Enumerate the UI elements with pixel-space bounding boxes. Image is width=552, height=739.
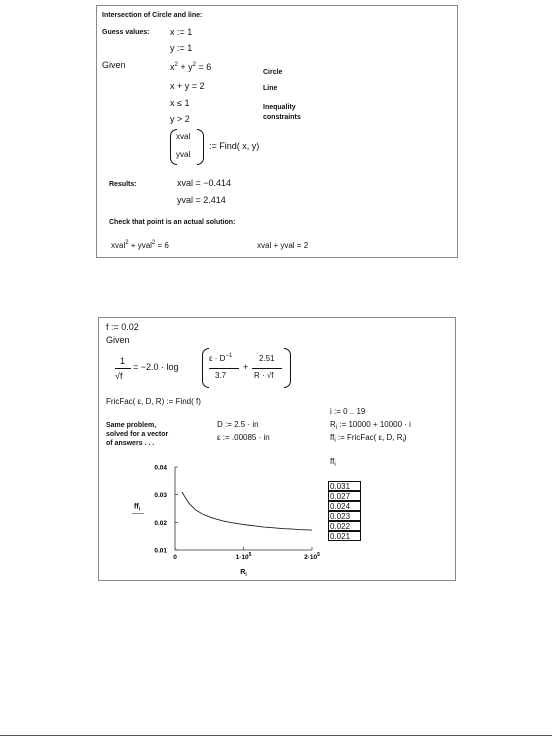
line-label: Line	[263, 85, 278, 92]
y-tick-label: 0.02	[154, 519, 167, 527]
d-assignment[interactable]: D := 2.5 · in	[217, 420, 259, 429]
page-bottom-rule	[0, 735, 552, 736]
f-assignment[interactable]: f := 0.02	[106, 322, 139, 332]
worksheet-title: Intersection of Circle and line:	[102, 12, 203, 19]
r-assignment[interactable]: $R_i$ := 10000 + 10000 · i	[330, 420, 411, 431]
guess-values-label: Guess values:	[102, 29, 150, 36]
vector-right-paren	[197, 129, 204, 165]
eq-den1: 3.7	[215, 371, 227, 380]
line-equation[interactable]: x + y = 2	[170, 81, 205, 91]
y-tick-label: 0.01	[154, 547, 167, 555]
eq-right-paren	[284, 348, 291, 388]
result-xval[interactable]: xval = −0.414	[177, 178, 232, 188]
eq-fraction-bar	[115, 368, 131, 369]
note-line-2: solved for a vector	[106, 431, 169, 438]
guess-x[interactable]: x := 1	[170, 27, 193, 37]
inequality-label-1: Inequality	[263, 104, 296, 111]
friction-factor-chart[interactable]	[120, 462, 320, 580]
ff-assignment[interactable]: $ff_i$ := FricFac( ε, D, $R_i$)	[330, 433, 407, 444]
eq-plus: +	[243, 362, 249, 372]
y-axis-label: $ff_i$	[134, 503, 141, 513]
note-line-1: Same problem,	[106, 422, 157, 429]
table-cell: 0.027	[328, 491, 361, 501]
check-circle-expression[interactable]: xval$^2$ + yval$^2$ = 6	[111, 240, 169, 250]
check-line-expression[interactable]: xval + yval = 2	[257, 241, 309, 250]
guess-y[interactable]: y := 1	[170, 43, 193, 53]
circle-line-worksheet	[96, 5, 458, 258]
x-axis-label: $R_i$	[240, 569, 247, 578]
ff-curve	[182, 492, 312, 530]
i-range[interactable]: i := 0 .. 19	[330, 407, 366, 416]
inequality-y[interactable]: y > 2	[170, 114, 190, 124]
vector-xval: xval	[176, 132, 191, 141]
find-expression[interactable]: := Find( x, y)	[209, 141, 260, 151]
circle-label: Circle	[263, 69, 283, 76]
eq-bar2	[252, 368, 282, 369]
eq-mid: = −2.0 · log	[133, 362, 179, 372]
y-tick-label: 0.04	[154, 464, 167, 472]
table-cell: 0.031	[328, 481, 361, 491]
table-cell: 0.024	[328, 501, 361, 511]
eq-num1: $\varepsilon \cdot D^{-1}$	[209, 353, 233, 363]
results-label: Results:	[109, 181, 137, 188]
eq-sqrt-f: √f	[115, 371, 123, 381]
inequality-label-2: constraints	[263, 114, 301, 121]
eps-assignment[interactable]: ε := .00085 · in	[217, 433, 270, 442]
vector-yval: yval	[176, 150, 191, 159]
circle-equation[interactable]: $x^2 + y^2 = 6$	[170, 62, 212, 72]
y-tick-label: 0.03	[154, 492, 167, 500]
inequality-x[interactable]: x ≤ 1	[170, 98, 190, 108]
table-cell: 0.021	[328, 531, 361, 541]
table-cell: 0.022	[328, 521, 361, 531]
eq-numerator-one: 1	[120, 356, 126, 366]
x-tick-label: $2\cdot 10^5$	[304, 552, 320, 561]
given-label: Given	[102, 60, 126, 70]
check-label: Check that point is an actual solution:	[109, 219, 236, 226]
x-tick-label: 0	[173, 554, 177, 561]
eq-num2: 2.51	[259, 354, 275, 363]
eq-bar1	[209, 368, 239, 369]
chart-axes	[175, 467, 312, 550]
eq-left-paren	[202, 348, 209, 388]
table-cell: 0.023	[328, 511, 361, 521]
fricfac-definition[interactable]: FricFac( ε, D, R) := Find( f)	[106, 397, 201, 406]
eq-den2: R · √f	[254, 371, 274, 380]
table-header: $ff_i$	[330, 457, 336, 468]
x-tick-label: $1\cdot 10^5$	[235, 552, 252, 561]
result-yval[interactable]: yval = 2.414	[177, 195, 226, 205]
given-label: Given	[106, 335, 130, 345]
note-line-3: of answers . . .	[106, 440, 155, 447]
